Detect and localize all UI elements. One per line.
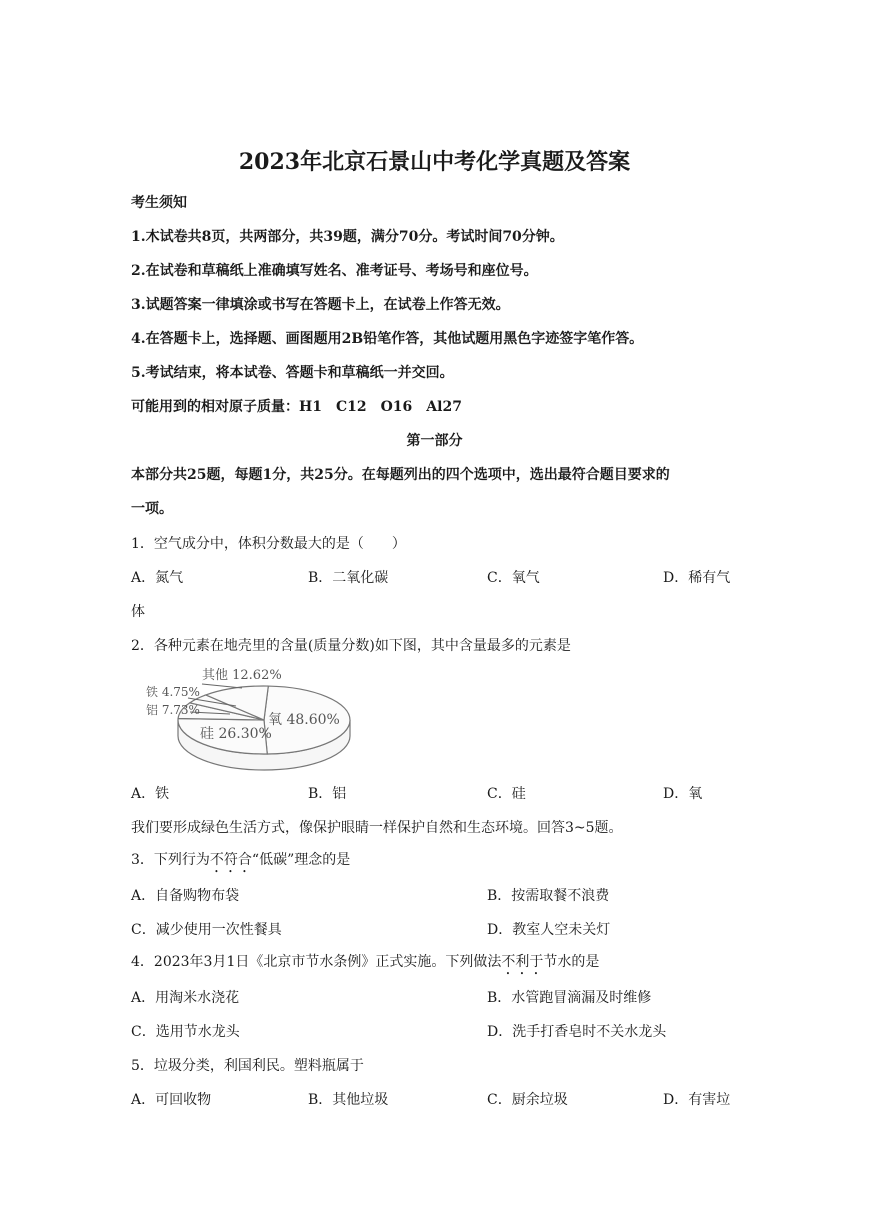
q1-option-a: A．氮气 (131, 570, 184, 586)
pie-label-silicon: 硅 26.30% (200, 726, 272, 742)
atomic-masses: 可能用到的相对原子质量：H1 C12 O16 Al27 (131, 399, 462, 415)
crust-element-pie-chart (130, 662, 360, 782)
leader-line (202, 684, 242, 688)
question-3-stem: 3．下列行为不符合“低碳”理念的是 (131, 852, 351, 868)
page-title: 2023年北京石景山中考化学真题及答案 (238, 149, 631, 175)
q3-option-d: D．教室人空未关灯 (487, 922, 611, 938)
part-heading: 第一部分 (406, 433, 463, 449)
q1-option-d-wrap: 体 (131, 604, 145, 620)
q5-option-c: C．厨余垃圾 (487, 1092, 568, 1108)
notice-item: 4.在答题卡上，选择题、画图题用2B铅笔作答，其他试题用黑色字迹签字笔作答。 (131, 331, 644, 347)
question-2-stem: 2．各种元素在地壳里的含量(质量分数)如下图，其中含量最多的元素是 (131, 638, 571, 654)
q5-option-b: B．其他垃圾 (308, 1092, 389, 1108)
emphasis-not-beneficial: 不利于 (501, 954, 544, 970)
notice-item: 1.木试卷共8页，共两部分，共39题，满分70分。考试时间70分钟。 (131, 229, 564, 245)
part-intro: 本部分共25题，每题1分，共25分。在每题列出的四个选项中，选出最符合题目要求的 (131, 467, 670, 483)
q2-option-d: D．氧 (663, 786, 703, 802)
q1-option-b: B．二氧化碳 (308, 570, 389, 586)
q2-option-a: A．铁 (131, 786, 170, 802)
q4-option-d: D．洗手打香皂时不关水龙头 (487, 1024, 667, 1040)
part-intro: 一项。 (131, 501, 173, 517)
pie-label-oxygen: 氧 48.60% (268, 712, 340, 728)
question-4-stem: 4．2023年3月1日《北京市节水条例》正式实施。下列做法不利于节水的是 (131, 954, 600, 970)
q1-option-c: C．氧气 (487, 570, 540, 586)
notice-heading: 考生须知 (131, 195, 187, 211)
q5-option-a: A．可回收物 (131, 1092, 212, 1108)
pie-label-aluminum: 铝 7.73% (146, 703, 200, 717)
q2-option-c: C．硅 (487, 786, 526, 802)
q1-option-d: D．稀有气 (663, 570, 731, 586)
notice-item: 2.在试卷和草稿纸上准确填写姓名、准考证号、考场号和座位号。 (131, 263, 538, 279)
q5-option-d: D．有害垃 (663, 1092, 731, 1108)
pie-label-iron: 铁 4.75% (146, 685, 200, 699)
emphasis-not-conform: 不符合 (209, 852, 252, 868)
q4-option-a: A．用淘米水浇花 (131, 990, 240, 1006)
q2-option-b: B．铝 (308, 786, 347, 802)
q4-option-b: B．水管跑冒滴漏及时维修 (487, 990, 652, 1006)
question-5-stem: 5．垃圾分类，利国利民。塑料瓶属于 (131, 1058, 364, 1074)
notice-item: 5.考试结束，将本试卷、答题卡和草稿纸一并交回。 (131, 365, 454, 381)
q3-option-a: A．自备购物布袋 (131, 888, 240, 904)
question-1-stem: 1．空气成分中，体积分数最大的是（ ） (131, 536, 406, 552)
context-paragraph: 我们要形成绿色生活方式，像保护眼睛一样保护自然和生态环境。回答3~5题。 (131, 820, 623, 836)
pie-label-other: 其他 12.62% (202, 668, 282, 683)
notice-item: 3.试题答案一律填涂或书写在答题卡上，在试卷上作答无效。 (131, 297, 510, 313)
q3-option-c: C．减少使用一次性餐具 (131, 922, 282, 938)
q3-option-b: B．按需取餐不浪费 (487, 888, 610, 904)
q4-option-c: C．选用节水龙头 (131, 1024, 240, 1040)
